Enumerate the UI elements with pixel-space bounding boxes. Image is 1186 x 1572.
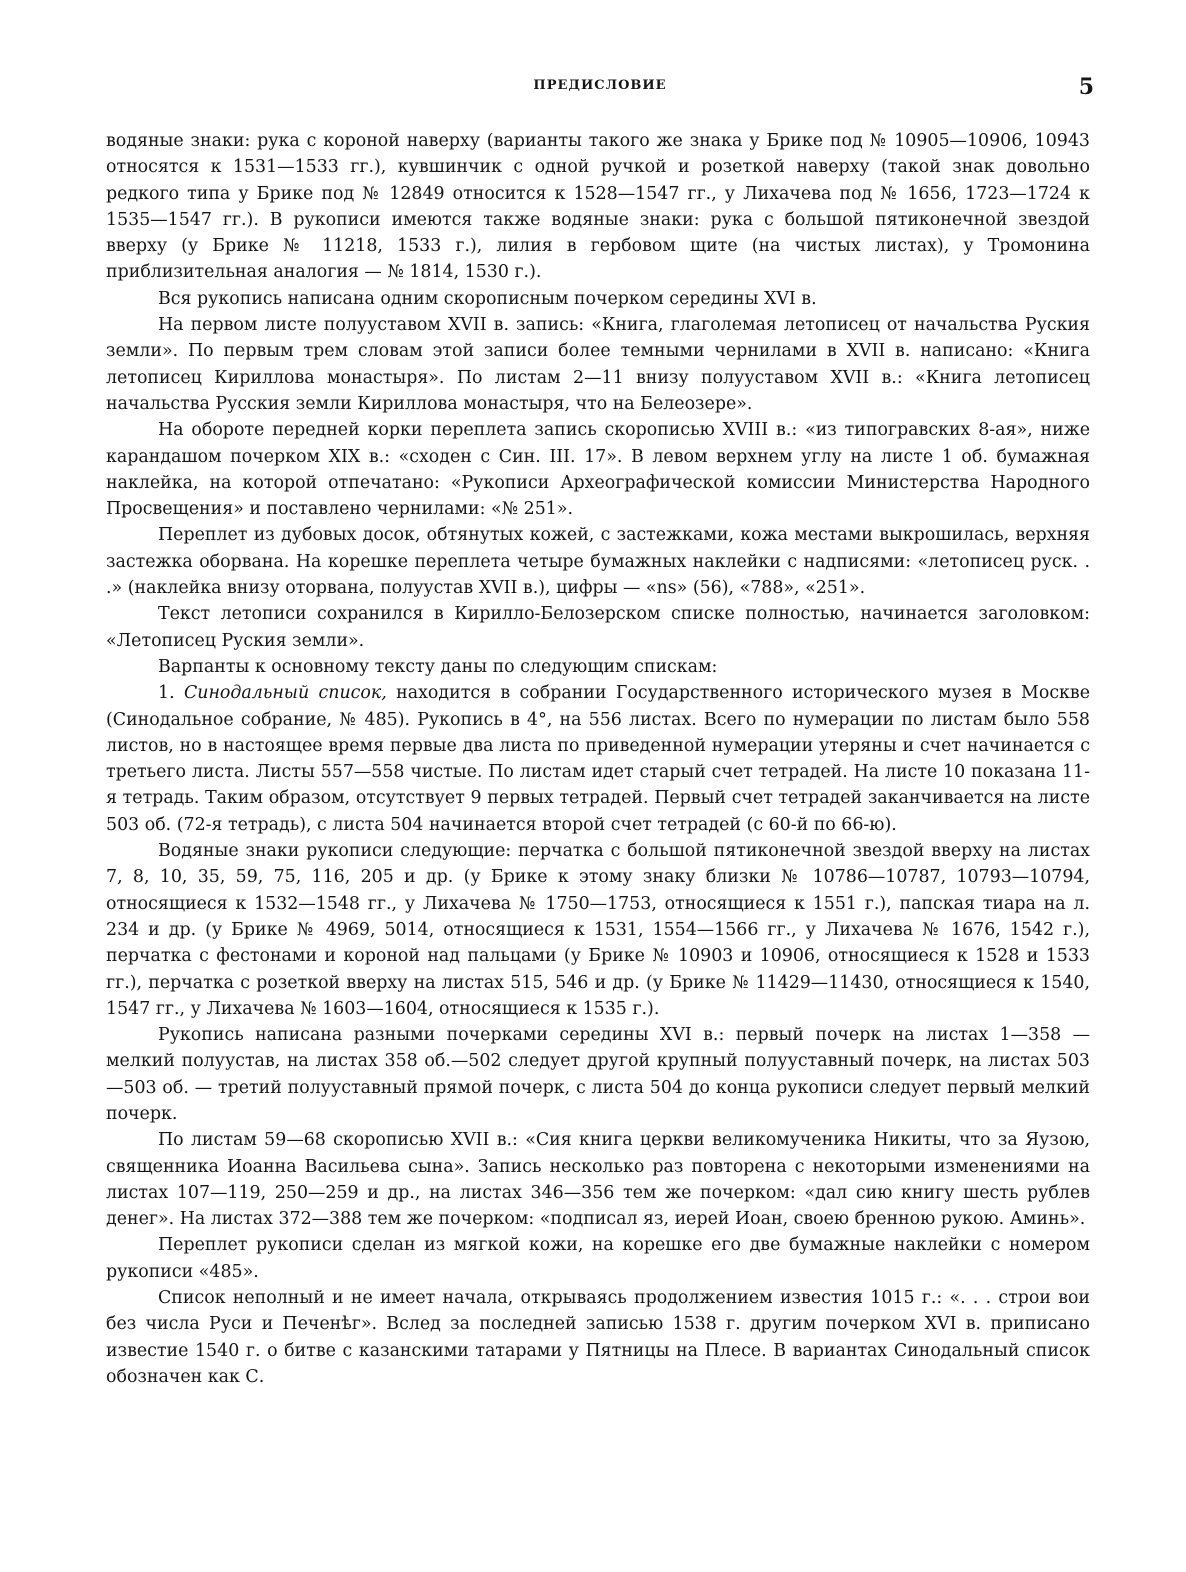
- list-item-title: Синодальный список,: [183, 683, 387, 704]
- paragraph-first-sheet-note: На первом листе полууставом XVII в. запись: «Книга, глаголемая летописец от начальства Руския земли». По первым трем словам этой записи более темными чернилами в XVII в. написано: «Книга летописец Кириллова монастыря». По листам 2—11 внизу полууставом XVII в.: «Книга летописец начальства Русския земли Кириллова монастыря, что на Белеозере».: [106, 315, 1090, 414]
- page-number: 5: [1078, 74, 1094, 100]
- paragraph-synodal-binding: Переплет рукописи сделан из мягкой кожи, на корешке его две бумажные наклейки с номером рукописи «485».: [106, 1235, 1090, 1282]
- paragraph-synodal-handwriting: Рукопись написана разными почерками середины XVI в.: первый почерк на листах 1—358 — мелкий полуустав, на листах 358 об.—502 следует другой крупный полууставный почерк, на листах 503—503 об. — третий полууставный прямой почерк, с листа 504 до конца рукописи следует первый мелкий почерк.: [106, 1025, 1090, 1124]
- paragraph-synodal-incomplete: Список неполный и не имеет начала, открываясь продолжением известия 1015 г.: «. . . строи вои без числа Руси и Печенѣг». Вслед за последней записью 1538 г. другим почерком XVI в. приписано известие 1540 г. о битве с казанскими татарами у Пятницы на Плесе. В вариантах Синодальный список обозначен как С.: [106, 1288, 1090, 1387]
- body-text: [106, 128, 1090, 1390]
- list-item-text: находится в собрании Государственного исторического музея в Москве (Синодальное собрание, № 485). Рукопись в 4°, на 556 листах. Всего по нумерации по листам было 558 листов, но в настоящее время первые два листа по приведенной нумерации утеряны и счет начинается с третьего листа. Листы 557—558 чистые. По листам идет старый счет тетрадей. На листе 10 показана 11-я тетрадь. Таким образом, отсутствует 9 первых тетрадей. Первый счет тетрадей заканчивается на листе 503 об. (72-я тетрадь), с листа 504 начинается второй счет тетрадей (с 60-й по 66-ю).: [106, 683, 1091, 835]
- list-item-number: 1.: [158, 683, 175, 704]
- paragraph-synodal-inscription: По листам 59—68 скорописью XVII в.: «Сия книга церкви великомученика Никиты, что за Яузою, священника Иоанна Васильева сына». Запись несколько раз повторена с некоторыми изменениями на листах 107—119, 250—259 и др., на листах 346—356 тем же почерком: «дал сию книгу шесть рублев денег». На листах 372—388 тем же почерком: «подписал яз, иерей Иоан, своею бренною рукою. Аминь».: [106, 1130, 1090, 1230]
- paragraph-synodal-watermarks: Водяные знаки рукописи следующие: перчатка с большой пятиконечной звездой вверху на листах 7, 8, 10, 35, 59, 75, 116, 205 и др. (у Брике к этому знаку близки № 10786—10787, 10793—10794, относящиеся к 1532—1548 гг., у Лихачева № 1750—1753, относящиеся к 1551 г.), папская тиара на л. 234 и др. (у Брике № 4969, 5014, относящиеся к 1531, 1554—1566 гг., у Лихачева № 1676, 1542 г.), перчатка с фестонами и короной над пальцами (у Брике № 10903 и 10906, относящиеся к 1528 и 1533 гг.), перчатка с розеткой вверху на листах 515, 546 и др. (у Брике № 11429—11430, относящиеся к 1540, 1547 гг., у Лихачева № 1603—1604, относящиеся к 1535 г.).: [106, 841, 1090, 1019]
- running-title: ПРЕДИСЛОВИЕ: [533, 78, 667, 93]
- paragraph-variants-intro: Варпанты к основному тексту даны по следующим спискам:: [158, 656, 718, 677]
- paragraph-handwriting: Вся рукопись написана одним скорописным почерком середины XVI в.: [158, 288, 817, 309]
- paragraph-watermarks-continued: водяные знаки: рука с короной наверху (варианты такого же знака у Брике под № 10905—10906, 10943 относятся к 1531—1533 гг.), кувшинчик с одной ручкой и розеткой наверху (такой знак довольно редкого типа у Брике под № 12849 относится к 1528—1547 гг., у Лихачева под № 1656, 1723—1724 к 1535—1547 гг.). В рукописи имеются также водяные знаки: рука с большой пятиконечной звездой вверху (у Брике № 11218, 1533 г.), лилия в гербовом щите (на чистых листах), у Тромонина приблизительная аналогия — № 1814, 1530 г.).: [106, 131, 1090, 283]
- paragraph-binding-description: Переплет из дубовых досок, обтянутых кожей, с застежками, кожа местами выкрошилась, верхняя застежка оборвана. На корешке переплета четыре бумажных наклейки с надписями: «летописец руск. . .» (наклейка внизу оторвана, полуустав XVII в.), цифры — «ns» (56), «788», «251».: [106, 525, 1090, 599]
- list-item-synodal: [106, 680, 1090, 838]
- paragraph-text-preservation: Текст летописи сохранился в Кирилло-Белозерском списке полностью, начинается заголовком: «Летописец Руския земли».: [106, 604, 1090, 651]
- paragraph-binding-inscription: На обороте передней корки переплета запись скорописью XVIII в.: «из типогравских 8-ая», ниже карандашом почерком XIX в.: «сходен с Син. III. 17». В левом верхнем углу на листе 1 об. бумажная наклейка, на которой отпечатано: «Рукописи Археографической комиссии Министерства Народного Просвещения» и поставлено чернилами: «№ 251».: [106, 420, 1090, 520]
- page-header: [106, 74, 1094, 114]
